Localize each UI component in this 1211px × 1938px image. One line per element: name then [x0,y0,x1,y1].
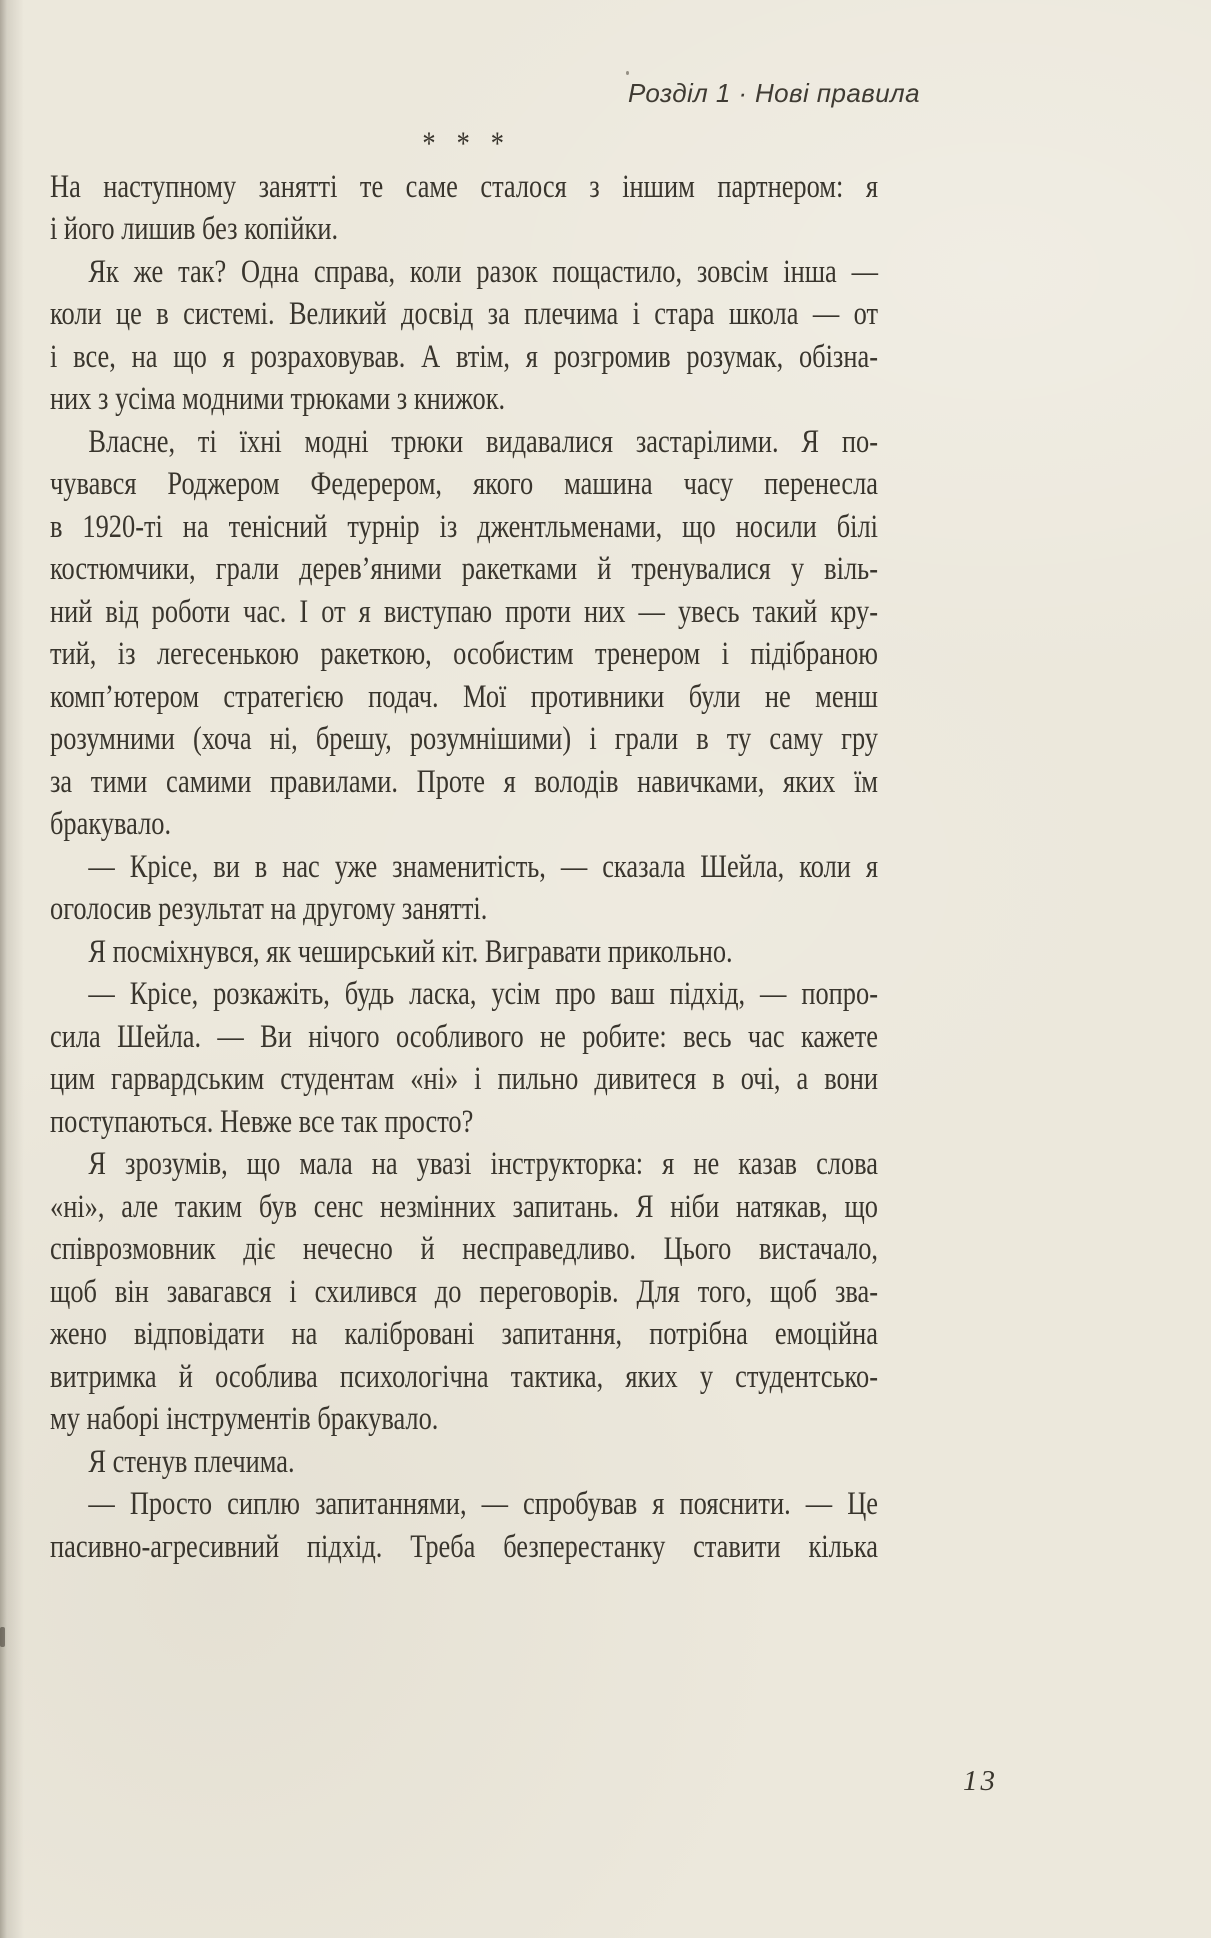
text-line: ний від роботи час. І от я виступаю проти них — увесь такий кру- [50,593,878,630]
text-line: бракувало. [50,806,172,842]
text-line: співрозмовник діє нечесно й несправедливо. Цього вистачало, [50,1231,878,1267]
text-line: — Просто сиплю запитаннями, — спробував я пояснити. — Це [88,1486,878,1522]
running-head: Розділ 1 · Нові правила [627,78,920,108]
text-line: му наборі інструментів бракувало. [50,1401,439,1437]
text-line: тий, із легесенькою ракеткою, особистим тренером і підібраною [50,636,878,672]
text-line: — Крісе, ви в нас уже знаменитість, — сказала Шейла, коли я [88,848,878,885]
text-line: витримка й особлива психологічна тактика, яких у студентсько- [50,1358,878,1395]
text-line: коли це в системі. Великий досвід за плечима і стара школа — от [50,296,878,332]
text-line: пасивно-агресивний підхід. Треба безперестанку ставити кілька [50,1528,878,1565]
text-line: Я посміхнувся, як чеширський кіт. Вигравати прикольно. [88,933,733,970]
scan-speck [626,71,629,75]
text-line: Я стенув плечима. [88,1443,295,1480]
text-column [50,123,878,1568]
text-line: розумними (хоча ні, брешу, розумнішими) і грали в ту саму гру [50,721,878,757]
text-line: Власне, ті їхні модні трюки видавалися застарілими. Я по- [88,423,878,460]
text-line: сила Шейла. — Ви нічого особливого не робите: весь час кажете [50,1018,878,1055]
text-line: поступаються. Невже все так просто? [50,1103,474,1140]
text-line: жено відповідати на калібровані запитання, потрібна емоційна [50,1316,878,1352]
text-line: чувався Роджером Федерером, якого машина часу перенесла [50,466,878,502]
text-line: — Крісе, розкажіть, будь ласка, усім про ваш підхід, — попро- [88,976,878,1012]
text-line: комп’ютером стратегією подач. Мої противники були не менш [50,678,878,715]
text-line: них з усіма модними трюками з книжок. [50,381,506,417]
scan-edge-shadow [0,0,26,1938]
text-line: в 1920-ті на тенісний турнір із джентльменами, що носили білі [50,508,878,545]
text-line: оголосив результат на другому занятті. [50,891,488,927]
text-line: «ні», але таким був сенс незмінних запитань. Я ніби натякав, що [50,1188,878,1225]
section-separator: * * * [422,126,506,162]
text-line: Я зрозумів, що мала на увазі інструкторка: я не казав слова [88,1146,878,1182]
text-line: На наступному занятті те саме сталося з іншим партнером: я [50,168,878,205]
scan-speck [0,1627,5,1647]
text-line: костюмчики, грали дерев’яними ракетками й тренувалися у віль- [50,551,878,587]
text-line: цим гарвардським студентам «ні» і пильно дивитеся в очі, а вони [50,1061,878,1097]
page-number: 13 [963,1765,998,1797]
text-line: за тими самими правилами. Проте я володів навичками, яких їм [50,763,878,800]
text-line: і все, на що я розраховував. А втім, я розгромив розумак, обізна- [50,338,878,375]
text-line: Як же так? Одна справа, коли разок пощастило, зовсім інша — [88,253,878,290]
text-line: і його лишив без копійки. [50,211,339,247]
text-block [50,166,878,1569]
text-line: щоб він завагався і схилився до переговорів. Для того, щоб зва- [50,1273,878,1310]
